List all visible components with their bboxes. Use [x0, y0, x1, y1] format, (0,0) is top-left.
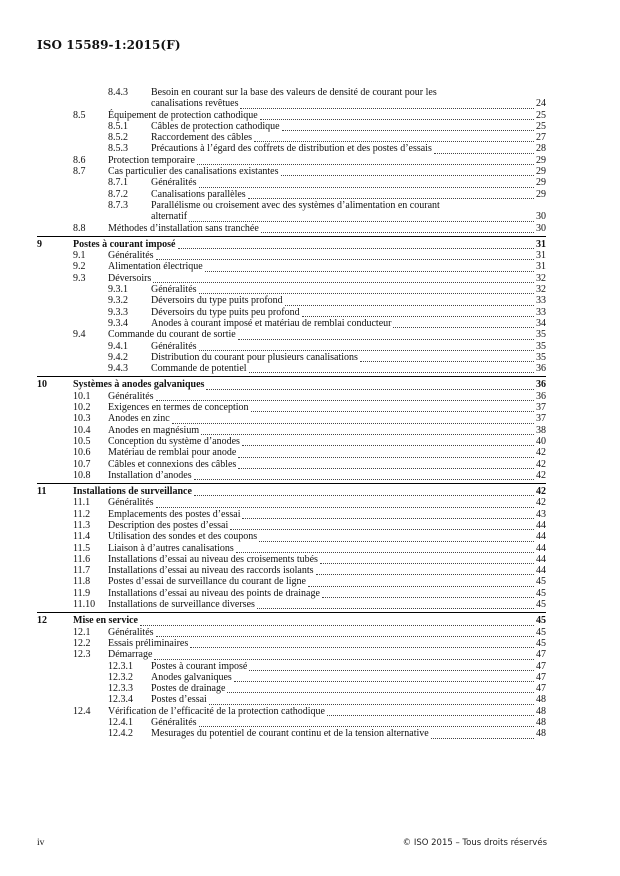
dot-leader [178, 240, 535, 249]
toc-entry-number: 12.2 [73, 637, 91, 649]
dot-leader [249, 364, 534, 373]
toc-entry-title: Généralités [151, 340, 197, 352]
dot-leader [234, 673, 534, 682]
dot-leader [322, 589, 534, 598]
dot-leader [251, 403, 535, 412]
toc-entry-title: Anodes en zinc [108, 413, 170, 425]
toc-entry-page: 31 [536, 238, 546, 250]
toc-entry-title: Systèmes à anodes galvaniques [73, 379, 205, 391]
dot-leader [194, 471, 534, 480]
dot-leader [316, 566, 535, 575]
toc-entry-number: 12.3.4 [108, 694, 133, 706]
toc-entry-number: 12.4.2 [108, 728, 133, 740]
toc-entry-title: Installations de surveillance diverses [108, 599, 255, 611]
toc-entry-page: 42 [536, 469, 546, 481]
toc-entry-number: 10.4 [73, 424, 91, 436]
chapter-separator [37, 376, 546, 377]
toc-entry[interactable] [37, 706, 546, 717]
toc-entry-page: 29 [536, 177, 546, 189]
toc-entry-title: Description des postes d’essai [108, 519, 229, 531]
toc-entry[interactable] [37, 341, 546, 352]
toc-entry[interactable] [37, 661, 546, 672]
toc-entry-number: 12 [37, 615, 47, 627]
toc-entry-number: 8.5 [73, 109, 86, 121]
toc-entry-page: 40 [536, 435, 546, 447]
toc-entry-number: 8.7.2 [108, 188, 128, 200]
toc-entry[interactable] [37, 447, 546, 458]
toc-entry-number: 9.1 [73, 250, 86, 262]
toc-entry-number: 8.7.1 [108, 177, 128, 189]
dot-leader [194, 487, 534, 496]
dot-leader [238, 331, 534, 340]
dot-leader [242, 437, 534, 446]
toc-entry-page: 29 [536, 188, 546, 200]
toc-entry[interactable] [37, 436, 546, 447]
dot-leader [238, 460, 534, 469]
toc-entry-title: Mise en service [73, 615, 138, 627]
toc-entry-title: Postes de drainage [151, 683, 226, 695]
toc-entry-page: 48 [536, 705, 546, 717]
dot-leader [153, 274, 534, 283]
toc-entry[interactable] [37, 576, 546, 587]
toc-entry-number: 11.3 [73, 519, 91, 531]
toc-entry-title: Parallélisme ou croisement avec des systèmes d’alimentation en courant [151, 199, 440, 211]
toc-entry-title: Mesurages du potentiel de courant continu et de la tension alternative [151, 728, 429, 740]
toc-entry-title: Conception du système d’anodes [108, 435, 240, 447]
toc-entry[interactable] [37, 520, 546, 531]
toc-entry[interactable] [37, 273, 546, 284]
toc-entry[interactable] [37, 543, 546, 554]
dot-leader [431, 730, 534, 739]
toc-entry-page: 35 [536, 351, 546, 363]
toc-entry[interactable] [37, 87, 546, 98]
toc-entry[interactable] [37, 470, 546, 481]
toc-entry-number: 8.8 [73, 222, 86, 234]
chapter-separator [37, 612, 546, 613]
toc-entry[interactable] [37, 728, 546, 739]
toc-entry-number: 11.1 [73, 497, 91, 509]
toc-entry-title: Anodes en magnésium [108, 424, 200, 436]
toc-entry[interactable] [37, 250, 546, 261]
toc-entry-number: 12.3.3 [108, 683, 133, 695]
toc-entry-number: 11.6 [73, 553, 91, 565]
toc-entry[interactable] [37, 329, 546, 340]
toc-entry-page: 44 [536, 553, 546, 565]
toc-entry-title: Alimentation électrique [108, 261, 203, 273]
toc-entry-page: 37 [536, 402, 546, 414]
toc-entry-number: 11.7 [73, 565, 91, 577]
dot-leader [327, 707, 534, 716]
document-id-header: ISO 15589-1:2015(F) [37, 38, 181, 52]
toc-entry[interactable] [37, 166, 546, 177]
toc-entry[interactable] [37, 717, 546, 728]
toc-entry-page: 47 [536, 683, 546, 695]
toc-entry-page: 30 [536, 222, 546, 234]
toc-entry[interactable] [37, 295, 546, 306]
dot-leader [199, 179, 534, 188]
dot-leader [206, 381, 534, 390]
toc-entry-page: 32 [536, 284, 546, 296]
toc-entry-page: 45 [536, 576, 546, 588]
toc-entry[interactable] [37, 177, 546, 188]
toc-entry-number: 9.3.2 [108, 295, 128, 307]
toc-entry-title: Câbles et connexions des câbles [108, 458, 237, 470]
toc-entry-number: 12.4 [73, 705, 91, 717]
toc-entry-title: Distribution du courant pour plusieurs canalisations [151, 351, 358, 363]
toc-entry-number: 8.4.3 [108, 87, 128, 98]
toc-entry[interactable] [37, 352, 546, 363]
toc-entry[interactable] [37, 554, 546, 565]
toc-chapter-entry[interactable] [37, 486, 546, 497]
toc-chapter-entry[interactable] [37, 379, 546, 390]
toc-entry[interactable] [37, 132, 546, 143]
toc-entry-number: 10.2 [73, 402, 91, 414]
toc-entry[interactable] [37, 531, 546, 542]
dot-leader [285, 297, 534, 306]
toc-entry-number: 12.1 [73, 626, 91, 638]
toc-entry[interactable] [37, 98, 546, 109]
toc-entry-title: Essais préliminaires [108, 637, 189, 649]
dot-leader [199, 718, 534, 727]
toc-entry[interactable] [37, 509, 546, 520]
dot-leader [260, 111, 534, 120]
toc-entry-number: 11.8 [73, 576, 91, 588]
toc-entry-number: 9.3.4 [108, 317, 128, 329]
toc-entry-page: 44 [536, 565, 546, 577]
toc-entry-page: 30 [536, 211, 546, 223]
toc-entry[interactable] [37, 261, 546, 272]
toc-entry-page: 47 [536, 671, 546, 683]
dot-leader [199, 342, 534, 351]
dot-leader [248, 190, 534, 199]
dot-leader [156, 499, 534, 508]
toc-entry-title: Postes à courant imposé [73, 238, 176, 250]
toc-entry-page: 24 [536, 98, 546, 110]
toc-entry-title: Généralités [151, 177, 197, 189]
toc-entry-title: Postes d’essai [151, 694, 207, 706]
toc-entry-title: Généralités [108, 390, 154, 402]
page-number: iv [37, 838, 45, 848]
toc-entry[interactable] [37, 223, 546, 234]
toc-entry-title: Installation d’anodes [108, 469, 192, 481]
dot-leader [240, 100, 534, 109]
toc-entry-page: 33 [536, 295, 546, 307]
toc-entry-number: 9 [37, 238, 42, 250]
dot-leader [249, 662, 534, 671]
toc-entry-number: 12.3.2 [108, 671, 133, 683]
toc-entry[interactable] [37, 638, 546, 649]
toc-entry-number: 9.4.2 [108, 351, 128, 363]
toc-entry-number: 12.4.1 [108, 717, 133, 729]
toc-entry[interactable] [37, 318, 546, 329]
toc-entry-page: 38 [536, 424, 546, 436]
dot-leader [238, 449, 534, 458]
toc-entry-title: Câbles de protection cathodique [151, 120, 280, 132]
toc-entry[interactable] [37, 459, 546, 470]
toc-chapter-entry[interactable] [37, 239, 546, 250]
toc-entry-title: Généralités [151, 284, 197, 296]
toc-entry-title: Installations d’essai au niveau des points de drainage [108, 587, 320, 599]
toc-entry-title: Installations de surveillance [73, 486, 192, 498]
toc-entry[interactable] [37, 110, 546, 121]
dot-leader [261, 224, 534, 233]
toc-entry[interactable] [37, 284, 546, 295]
toc-entry-number: 9.3 [73, 272, 86, 284]
toc-entry-page: 45 [536, 587, 546, 599]
dot-leader [302, 308, 534, 317]
table-of-contents [37, 87, 546, 740]
toc-entry-page: 45 [536, 637, 546, 649]
toc-entry-title: Généralités [108, 497, 154, 509]
dot-leader [140, 617, 534, 626]
dot-leader [197, 156, 534, 165]
toc-entry-number: 8.5.3 [108, 143, 128, 155]
dot-leader [156, 251, 534, 260]
toc-entry-number: 11.2 [73, 508, 91, 520]
toc-entry-number: 8.5.1 [108, 120, 128, 132]
toc-entry-number: 9.4.1 [108, 340, 128, 352]
toc-entry[interactable] [37, 694, 546, 705]
toc-entry-number: 10 [37, 379, 47, 391]
toc-entry[interactable] [37, 565, 546, 576]
toc-entry-title: Précautions à l’égard des coffrets de distribution et des postes d’essais [151, 143, 432, 155]
dot-leader [172, 415, 534, 424]
dot-leader [189, 213, 534, 222]
toc-entry-page: 31 [536, 261, 546, 273]
toc-entry[interactable] [37, 307, 546, 318]
toc-entry[interactable] [37, 497, 546, 508]
dot-leader [360, 353, 534, 362]
toc-entry[interactable] [37, 425, 546, 436]
toc-entry-title: Besoin en courant sur la base des valeurs de densité de courant pour les [151, 87, 437, 98]
toc-entry-number: 12.3 [73, 649, 91, 661]
dot-leader [227, 684, 534, 693]
toc-entry-page: 25 [536, 120, 546, 132]
toc-entry-page: 33 [536, 306, 546, 318]
toc-entry-title: Raccordement des câbles [151, 132, 253, 144]
copyright-notice: © ISO 2015 – Tous droits réservés [402, 838, 547, 848]
toc-entry-title: Installations d’essai au niveau des raccords isolants [108, 565, 314, 577]
toc-entry-title: Commande du courant de sortie [108, 329, 236, 341]
toc-entry-page: 43 [536, 508, 546, 520]
toc-entry-page: 36 [536, 390, 546, 402]
toc-entry-page: 35 [536, 340, 546, 352]
toc-entry[interactable] [37, 402, 546, 413]
toc-entry-title: Généralités [108, 250, 154, 262]
toc-chapter-entry[interactable] [37, 615, 546, 626]
toc-entry-title: Commande de potentiel [151, 363, 247, 375]
toc-entry-page: 44 [536, 531, 546, 543]
dot-leader [190, 639, 534, 648]
toc-entry-title: Liaison à d’autres canalisations [108, 542, 234, 554]
toc-entry[interactable] [37, 413, 546, 424]
toc-entry-page: 36 [536, 363, 546, 375]
toc-entry-title: canalisations revêtues [151, 98, 239, 110]
dot-leader [434, 145, 534, 154]
toc-entry[interactable] [37, 588, 546, 599]
toc-entry-title: Postes d’essai de surveillance du courant de ligne [108, 576, 306, 588]
dot-leader [320, 555, 534, 564]
toc-entry-page: 42 [536, 486, 546, 498]
toc-entry-title: Démarrage [108, 649, 153, 661]
toc-entry-title: Utilisation des sondes et des coupons [108, 531, 258, 543]
toc-entry-page: 29 [536, 166, 546, 178]
toc-entry-page: 29 [536, 154, 546, 166]
toc-entry[interactable] [37, 627, 546, 638]
toc-entry-page: 28 [536, 143, 546, 155]
toc-entry-number: 8.6 [73, 154, 86, 166]
toc-entry-number: 12.3.1 [108, 660, 133, 672]
dot-leader [281, 167, 534, 176]
toc-entry-page: 34 [536, 317, 546, 329]
toc-entry-title: Emplacements des postes d’essai [108, 508, 241, 520]
dot-leader [154, 651, 534, 660]
toc-entry-page: 42 [536, 458, 546, 470]
dot-leader [205, 263, 534, 272]
toc-entry-title: Postes à courant imposé [151, 660, 248, 672]
toc-entry[interactable] [37, 683, 546, 694]
toc-entry[interactable] [37, 391, 546, 402]
toc-entry-number: 10.8 [73, 469, 91, 481]
toc-entry-title: Déversoirs [108, 272, 152, 284]
toc-entry-page: 48 [536, 728, 546, 740]
toc-entry-title: Méthodes d’installation sans tranchée [108, 222, 259, 234]
toc-entry[interactable] [37, 599, 546, 610]
dot-leader [259, 533, 534, 542]
toc-entry-page: 32 [536, 272, 546, 284]
toc-entry[interactable] [37, 143, 546, 154]
toc-entry-page: 36 [536, 379, 546, 391]
toc-entry-number: 9.3.3 [108, 306, 128, 318]
dot-leader [257, 600, 534, 609]
toc-entry-page: 37 [536, 413, 546, 425]
dot-leader [308, 578, 534, 587]
toc-entry-title: Généralités [108, 626, 154, 638]
toc-entry-page: 25 [536, 109, 546, 121]
toc-entry-page: 45 [536, 615, 546, 627]
toc-entry-number: 11.5 [73, 542, 91, 554]
toc-entry-number: 10.1 [73, 390, 91, 402]
dot-leader [242, 510, 534, 519]
dot-leader [230, 521, 534, 530]
toc-entry-title: Protection temporaire [108, 154, 195, 166]
toc-entry-title: Cas particulier des canalisations existantes [108, 166, 279, 178]
toc-entry-number: 10.6 [73, 447, 91, 459]
toc-entry[interactable] [37, 200, 546, 211]
dot-leader [282, 122, 534, 131]
toc-entry[interactable] [37, 155, 546, 166]
toc-entry-page: 48 [536, 694, 546, 706]
toc-entry-title: Canalisations parallèles [151, 188, 246, 200]
toc-entry-number: 10.3 [73, 413, 91, 425]
toc-entry-page: 27 [536, 132, 546, 144]
toc-entry-number: 8.7.3 [108, 199, 128, 211]
toc-entry-number: 8.7 [73, 166, 86, 178]
toc-entry-page: 47 [536, 660, 546, 672]
toc-entry-page: 42 [536, 447, 546, 459]
toc-entry-page: 42 [536, 497, 546, 509]
toc-entry-number: 9.4 [73, 329, 86, 341]
toc-entry-title: Anodes à courant imposé et matériau de remblai conducteur [151, 317, 392, 329]
toc-entry-number: 10.7 [73, 458, 91, 470]
toc-entry[interactable] [37, 189, 546, 200]
toc-entry-title: Exigences en termes de conception [108, 402, 249, 414]
toc-entry-title: Installations d’essai au niveau des croisements tubés [108, 553, 318, 565]
toc-entry-page: 44 [536, 542, 546, 554]
toc-entry-number: 8.5.2 [108, 132, 128, 144]
toc-entry-number: 11 [37, 486, 47, 498]
toc-entry-number: 9.2 [73, 261, 86, 273]
toc-entry[interactable] [37, 363, 546, 374]
toc-entry-number: 10.5 [73, 435, 91, 447]
dot-leader [254, 133, 534, 142]
toc-entry-title: Généralités [151, 717, 197, 729]
toc-entry-page: 31 [536, 250, 546, 262]
toc-entry-title: Anodes galvaniques [151, 671, 232, 683]
toc-entry-number: 11.10 [73, 599, 96, 611]
toc-entry-title: Équipement de protection cathodique [108, 109, 258, 121]
toc-entry-title: Déversoirs du type puits profond [151, 295, 283, 307]
toc-entry[interactable] [37, 121, 546, 132]
toc-entry-title: Vérification de l’efficacité de la protection cathodique [108, 705, 325, 717]
toc-entry-page: 48 [536, 717, 546, 729]
toc-entry-title: Déversoirs du type puits peu profond [151, 306, 300, 318]
toc-entry-number: 9.3.1 [108, 284, 128, 296]
toc-entry-page: 35 [536, 329, 546, 341]
toc-entry-number: 9.4.3 [108, 363, 128, 375]
chapter-separator [37, 483, 546, 484]
dot-leader [209, 696, 534, 705]
toc-entry-number: 11.9 [73, 587, 91, 599]
dot-leader [156, 392, 534, 401]
toc-entry-page: 44 [536, 519, 546, 531]
toc-entry-number: 11.4 [73, 531, 91, 543]
dot-leader [393, 319, 534, 328]
toc-entry-page: 45 [536, 626, 546, 638]
toc-entry-page: 47 [536, 649, 546, 661]
toc-entry-title: Matériau de remblai pour anode [108, 447, 237, 459]
toc-entry[interactable] [37, 672, 546, 683]
toc-entry-page: 45 [536, 599, 546, 611]
dot-leader [199, 285, 534, 294]
toc-entry[interactable] [37, 211, 546, 222]
toc-entry-title: alternatif [151, 211, 188, 223]
dot-leader [236, 544, 534, 553]
dot-leader [156, 628, 534, 637]
chapter-separator [37, 236, 546, 237]
toc-entry[interactable] [37, 649, 546, 660]
dot-leader [201, 426, 534, 435]
